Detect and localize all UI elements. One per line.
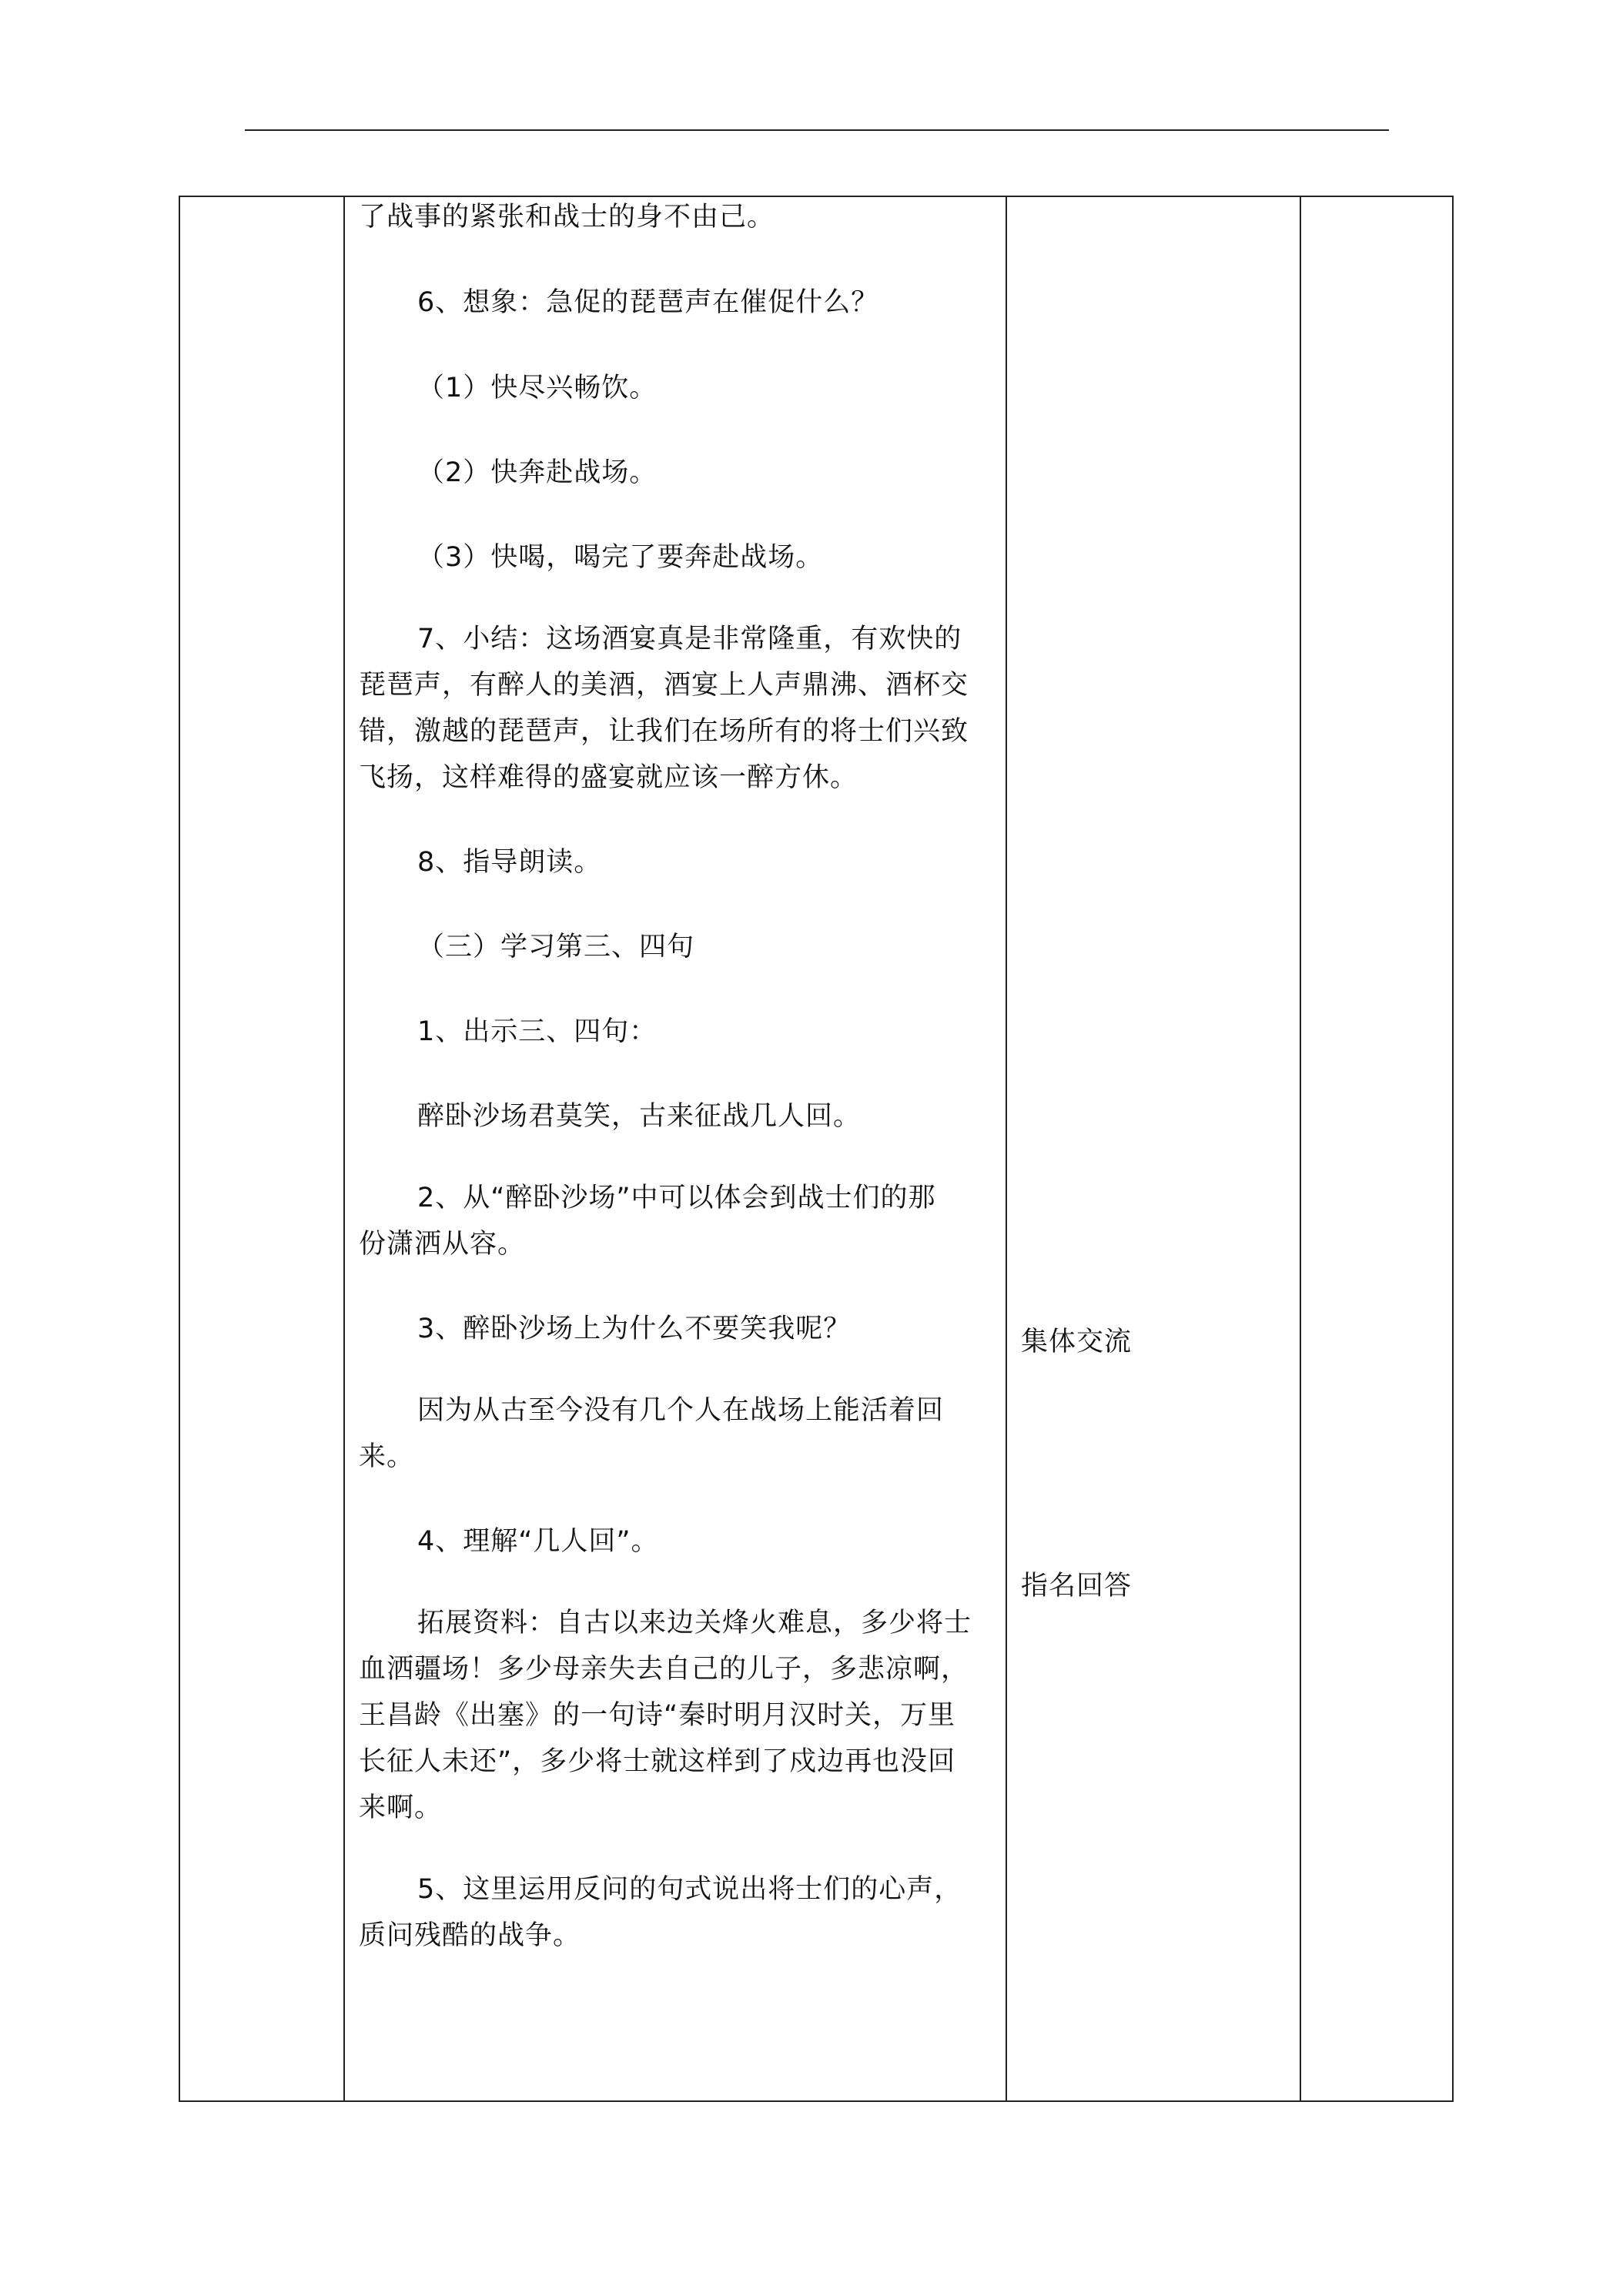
content-line: 长征人未还”，多少将士就这样到了戍边再也没回 <box>359 1746 956 1777</box>
content-line: 琵琶声，有醉人的美酒，酒宴上人声鼎沸、酒杯交 <box>359 670 969 701</box>
column-divider <box>1300 197 1301 2100</box>
activity-note: 指名回答 <box>1021 1571 1133 1602</box>
column-divider <box>1006 197 1007 2100</box>
activity-note: 集体交流 <box>1021 1327 1133 1357</box>
content-line: 错，激越的琵琶声，让我们在场所有的将士们兴致 <box>359 716 969 747</box>
header-rule <box>245 129 1389 131</box>
content-line: （3）快喝，喝完了要奔赴战场。 <box>417 542 824 573</box>
content-line: 因为从古至今没有几个人在战场上能活着回 <box>417 1395 945 1426</box>
content-line: 份潇洒从容。 <box>359 1229 526 1260</box>
content-line: 拓展资料：自古以来边关烽火难息，多少将士 <box>417 1608 972 1638</box>
column-divider <box>343 197 345 2100</box>
content-line: 了战事的紧张和战士的身不由己。 <box>359 202 775 233</box>
content-line: 来。 <box>359 1441 415 1472</box>
content-line: 5、这里运用反问的句式说出将士们的心声， <box>417 1874 962 1905</box>
content-line: 4、理解“几人回”。 <box>417 1526 659 1557</box>
content-line: （1）快尽兴畅饮。 <box>417 373 658 403</box>
content-line: 醉卧沙场君莫笑，古来征战几人回。 <box>417 1101 862 1132</box>
content-line: （三）学习第三、四句 <box>417 932 695 962</box>
content-line: 6、想象：急促的琵琶声在催促什么？ <box>417 287 879 318</box>
content-line: 3、醉卧沙场上为什么不要笑我呢？ <box>417 1314 852 1344</box>
content-line: 8、指导朗读。 <box>417 847 602 878</box>
content-line: （2）快奔赴战场。 <box>417 457 658 488</box>
content-line: 质问残酷的战争。 <box>359 1920 581 1951</box>
content-line: 1、出示三、四句： <box>417 1016 658 1047</box>
content-line: 王昌龄《出塞》的一句诗“秦时明月汉时关，万里 <box>359 1700 956 1731</box>
content-line: 2、从“醉卧沙场”中可以体会到战士们的那 <box>417 1183 936 1213</box>
content-line: 血洒疆场！多少母亲失去自己的儿子，多悲凉啊， <box>359 1654 969 1685</box>
content-line: 来啊。 <box>359 1792 443 1823</box>
content-line: 7、小结：这场酒宴真是非常隆重，有欢快的 <box>417 624 962 654</box>
content-line: 飞扬，这样难得的盛宴就应该一醉方休。 <box>359 762 858 793</box>
